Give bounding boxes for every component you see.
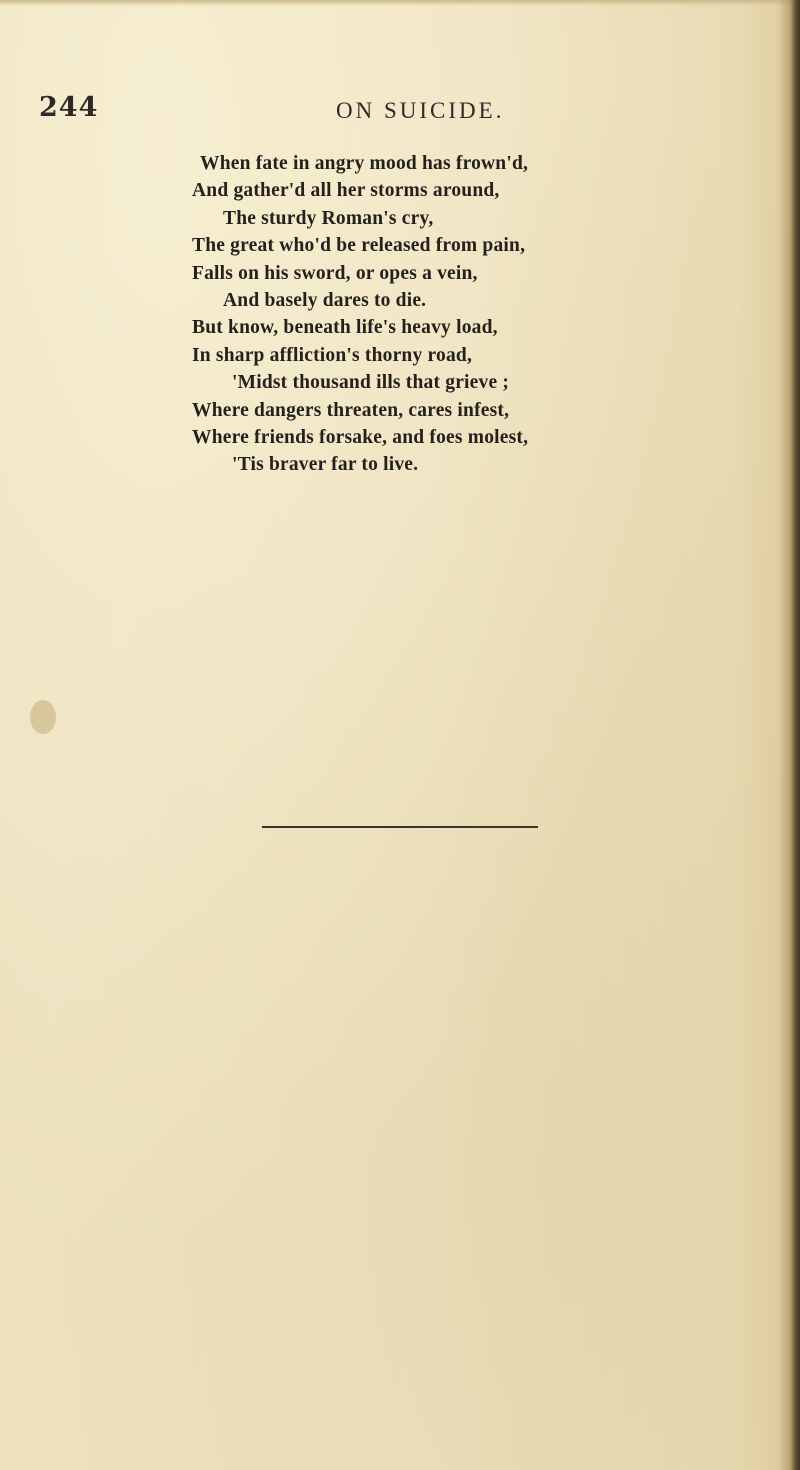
poem-line: The sturdy Roman's cry,: [223, 207, 434, 229]
poem-line: Where friends forsake, and foes molest,: [192, 426, 529, 448]
poem-line: 'Tis braver far to live.: [232, 454, 419, 476]
page-number: 244: [39, 92, 99, 123]
poem-line: In sharp affliction's thorny road,: [192, 344, 473, 366]
end-rule-divider: [262, 826, 538, 828]
running-title: ON SUICIDE.: [336, 98, 505, 123]
poem-line: And gather'd all her storms around,: [192, 180, 500, 202]
page-top-edge: [0, 0, 800, 6]
poem-line: But know, beneath life's heavy load,: [192, 317, 498, 339]
poem-line: When fate in angry mood has frown'd,: [200, 153, 529, 174]
poem-line: The great who'd be released from pain,: [192, 235, 526, 257]
poem-stanza: [192, 150, 612, 479]
page-binding-shadow: [778, 0, 800, 1470]
poem-line: Falls on his sword, or opes a vein,: [192, 262, 478, 284]
poem-line: Where dangers threaten, cares infest,: [192, 399, 510, 421]
paper-stain: [30, 700, 56, 734]
poem-line: 'Midst thousand ills that grieve ;: [232, 372, 510, 394]
poem-line: And basely dares to die.: [223, 289, 427, 311]
